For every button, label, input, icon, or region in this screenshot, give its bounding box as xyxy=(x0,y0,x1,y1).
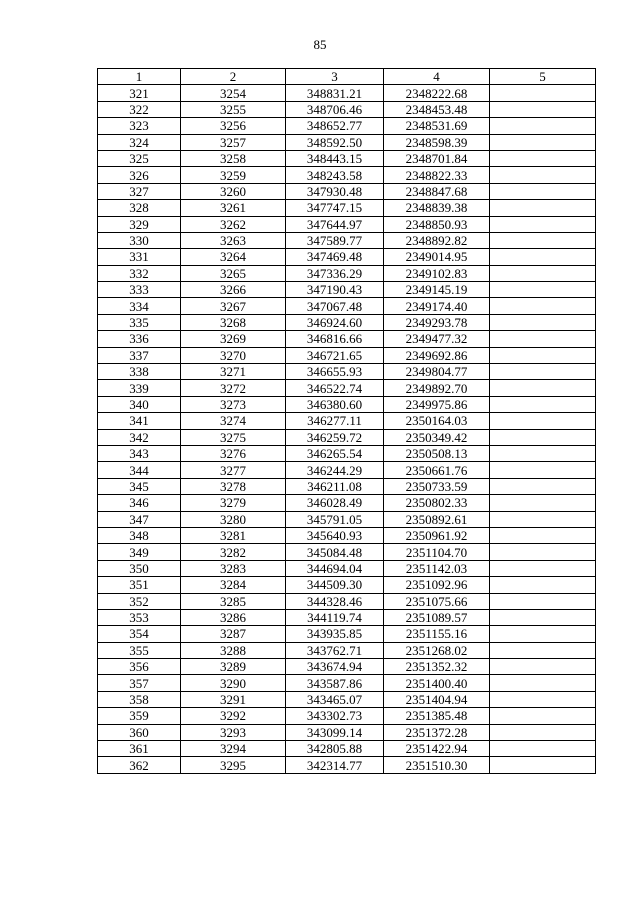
table-row xyxy=(98,150,596,166)
row-number-cell: 341 xyxy=(98,413,181,429)
table-row xyxy=(98,314,596,330)
y-coordinate-cell: 2350892.61 xyxy=(384,511,490,527)
row-number-cell: 335 xyxy=(98,314,181,330)
table-row xyxy=(98,708,596,724)
notes-cell xyxy=(490,626,596,642)
notes-cell xyxy=(490,577,596,593)
notes-cell xyxy=(490,445,596,461)
y-coordinate-cell: 2349692.86 xyxy=(384,347,490,363)
notes-cell xyxy=(490,282,596,298)
x-coordinate-cell: 343302.73 xyxy=(286,708,384,724)
y-coordinate-cell: 2349293.78 xyxy=(384,314,490,330)
row-number-cell: 359 xyxy=(98,708,181,724)
y-coordinate-cell: 2348892.82 xyxy=(384,232,490,248)
y-coordinate-cell: 2348598.39 xyxy=(384,134,490,150)
row-number-cell: 357 xyxy=(98,675,181,691)
point-number-cell: 3277 xyxy=(181,462,286,478)
x-coordinate-cell: 346522.74 xyxy=(286,380,384,396)
y-coordinate-cell: 2349174.40 xyxy=(384,298,490,314)
row-number-cell: 326 xyxy=(98,167,181,183)
row-number-cell: 337 xyxy=(98,347,181,363)
point-number-cell: 3288 xyxy=(181,642,286,658)
x-coordinate-cell: 348443.15 xyxy=(286,150,384,166)
row-number-cell: 352 xyxy=(98,593,181,609)
row-number-cell: 361 xyxy=(98,741,181,757)
y-coordinate-cell: 2350802.33 xyxy=(384,495,490,511)
notes-cell xyxy=(490,314,596,330)
y-coordinate-cell: 2351089.57 xyxy=(384,609,490,625)
notes-cell xyxy=(490,249,596,265)
row-number-cell: 342 xyxy=(98,429,181,445)
row-number-cell: 355 xyxy=(98,642,181,658)
y-coordinate-cell: 2351155.16 xyxy=(384,626,490,642)
notes-cell xyxy=(490,593,596,609)
x-coordinate-cell: 344694.04 xyxy=(286,560,384,576)
y-coordinate-cell: 2349892.70 xyxy=(384,380,490,396)
point-number-cell: 3262 xyxy=(181,216,286,232)
row-number-cell: 340 xyxy=(98,396,181,412)
table-row xyxy=(98,527,596,543)
y-coordinate-cell: 2348850.93 xyxy=(384,216,490,232)
y-coordinate-cell: 2348701.84 xyxy=(384,150,490,166)
x-coordinate-cell: 342314.77 xyxy=(286,757,384,773)
point-number-cell: 3282 xyxy=(181,544,286,560)
x-coordinate-cell: 342805.88 xyxy=(286,741,384,757)
table-row xyxy=(98,462,596,478)
point-number-cell: 3289 xyxy=(181,659,286,675)
y-coordinate-cell: 2348222.68 xyxy=(384,85,490,101)
table-row xyxy=(98,626,596,642)
x-coordinate-cell: 346028.49 xyxy=(286,495,384,511)
row-number-cell: 328 xyxy=(98,200,181,216)
point-number-cell: 3284 xyxy=(181,577,286,593)
coordinates-table xyxy=(97,68,596,774)
row-number-cell: 349 xyxy=(98,544,181,560)
y-coordinate-cell: 2351510.30 xyxy=(384,757,490,773)
x-coordinate-cell: 347336.29 xyxy=(286,265,384,281)
row-number-cell: 350 xyxy=(98,560,181,576)
notes-cell xyxy=(490,101,596,117)
point-number-cell: 3278 xyxy=(181,478,286,494)
y-coordinate-cell: 2348822.33 xyxy=(384,167,490,183)
row-number-cell: 347 xyxy=(98,511,181,527)
x-coordinate-cell: 343465.07 xyxy=(286,691,384,707)
table-row xyxy=(98,396,596,412)
point-number-cell: 3257 xyxy=(181,134,286,150)
notes-cell xyxy=(490,85,596,101)
notes-cell xyxy=(490,167,596,183)
table-row xyxy=(98,216,596,232)
table-row xyxy=(98,511,596,527)
point-number-cell: 3266 xyxy=(181,282,286,298)
row-number-cell: 358 xyxy=(98,691,181,707)
point-number-cell: 3283 xyxy=(181,560,286,576)
y-coordinate-cell: 2348839.38 xyxy=(384,200,490,216)
x-coordinate-cell: 346277.11 xyxy=(286,413,384,429)
x-coordinate-cell: 345640.93 xyxy=(286,527,384,543)
notes-cell xyxy=(490,495,596,511)
notes-cell xyxy=(490,298,596,314)
row-number-cell: 348 xyxy=(98,527,181,543)
row-number-cell: 324 xyxy=(98,134,181,150)
row-number-cell: 353 xyxy=(98,609,181,625)
notes-cell xyxy=(490,560,596,576)
y-coordinate-cell: 2348531.69 xyxy=(384,118,490,134)
table-row xyxy=(98,675,596,691)
x-coordinate-cell: 343762.71 xyxy=(286,642,384,658)
x-coordinate-cell: 346380.60 xyxy=(286,396,384,412)
table-row xyxy=(98,445,596,461)
table-row xyxy=(98,167,596,183)
notes-cell xyxy=(490,331,596,347)
notes-cell xyxy=(490,724,596,740)
table-row xyxy=(98,478,596,494)
x-coordinate-cell: 344119.74 xyxy=(286,609,384,625)
y-coordinate-cell: 2351385.48 xyxy=(384,708,490,724)
table-row xyxy=(98,265,596,281)
y-coordinate-cell: 2350661.76 xyxy=(384,462,490,478)
point-number-cell: 3265 xyxy=(181,265,286,281)
table-row xyxy=(98,200,596,216)
point-number-cell: 3281 xyxy=(181,527,286,543)
notes-cell xyxy=(490,347,596,363)
notes-cell xyxy=(490,642,596,658)
x-coordinate-cell: 348706.46 xyxy=(286,101,384,117)
table-row xyxy=(98,298,596,314)
x-coordinate-cell: 346259.72 xyxy=(286,429,384,445)
row-number-cell: 321 xyxy=(98,85,181,101)
table-row xyxy=(98,118,596,134)
point-number-cell: 3263 xyxy=(181,232,286,248)
x-coordinate-cell: 348592.50 xyxy=(286,134,384,150)
point-number-cell: 3295 xyxy=(181,757,286,773)
row-number-cell: 336 xyxy=(98,331,181,347)
y-coordinate-cell: 2349145.19 xyxy=(384,282,490,298)
y-coordinate-cell: 2349804.77 xyxy=(384,364,490,380)
notes-cell xyxy=(490,265,596,281)
notes-cell xyxy=(490,609,596,625)
table-row xyxy=(98,724,596,740)
point-number-cell: 3285 xyxy=(181,593,286,609)
point-number-cell: 3292 xyxy=(181,708,286,724)
point-number-cell: 3272 xyxy=(181,380,286,396)
x-coordinate-cell: 346924.60 xyxy=(286,314,384,330)
row-number-cell: 356 xyxy=(98,659,181,675)
row-number-cell: 334 xyxy=(98,298,181,314)
notes-cell xyxy=(490,511,596,527)
point-number-cell: 3254 xyxy=(181,85,286,101)
y-coordinate-cell: 2350164.03 xyxy=(384,413,490,429)
table-body xyxy=(98,85,596,773)
x-coordinate-cell: 347644.97 xyxy=(286,216,384,232)
notes-cell xyxy=(490,544,596,560)
x-coordinate-cell: 347469.48 xyxy=(286,249,384,265)
notes-cell xyxy=(490,200,596,216)
y-coordinate-cell: 2351372.28 xyxy=(384,724,490,740)
y-coordinate-cell: 2350508.13 xyxy=(384,445,490,461)
x-coordinate-cell: 347067.48 xyxy=(286,298,384,314)
column-header: 2 xyxy=(181,69,286,85)
notes-cell xyxy=(490,659,596,675)
point-number-cell: 3293 xyxy=(181,724,286,740)
table-row xyxy=(98,429,596,445)
row-number-cell: 331 xyxy=(98,249,181,265)
notes-cell xyxy=(490,462,596,478)
row-number-cell: 325 xyxy=(98,150,181,166)
row-number-cell: 362 xyxy=(98,757,181,773)
point-number-cell: 3270 xyxy=(181,347,286,363)
point-number-cell: 3255 xyxy=(181,101,286,117)
point-number-cell: 3268 xyxy=(181,314,286,330)
row-number-cell: 329 xyxy=(98,216,181,232)
point-number-cell: 3258 xyxy=(181,150,286,166)
point-number-cell: 3287 xyxy=(181,626,286,642)
table-row xyxy=(98,560,596,576)
table-row xyxy=(98,609,596,625)
row-number-cell: 354 xyxy=(98,626,181,642)
x-coordinate-cell: 343674.94 xyxy=(286,659,384,675)
point-number-cell: 3290 xyxy=(181,675,286,691)
table-row xyxy=(98,380,596,396)
x-coordinate-cell: 348831.21 xyxy=(286,85,384,101)
table-row xyxy=(98,577,596,593)
point-number-cell: 3275 xyxy=(181,429,286,445)
row-number-cell: 360 xyxy=(98,724,181,740)
x-coordinate-cell: 345791.05 xyxy=(286,511,384,527)
point-number-cell: 3291 xyxy=(181,691,286,707)
x-coordinate-cell: 347930.48 xyxy=(286,183,384,199)
x-coordinate-cell: 346721.65 xyxy=(286,347,384,363)
row-number-cell: 332 xyxy=(98,265,181,281)
x-coordinate-cell: 344328.46 xyxy=(286,593,384,609)
y-coordinate-cell: 2351075.66 xyxy=(384,593,490,609)
notes-cell xyxy=(490,134,596,150)
table-row xyxy=(98,183,596,199)
table-row xyxy=(98,101,596,117)
y-coordinate-cell: 2348847.68 xyxy=(384,183,490,199)
notes-cell xyxy=(490,741,596,757)
x-coordinate-cell: 348652.77 xyxy=(286,118,384,134)
table-row xyxy=(98,757,596,773)
x-coordinate-cell: 347747.15 xyxy=(286,200,384,216)
column-header: 1 xyxy=(98,69,181,85)
column-header: 3 xyxy=(286,69,384,85)
y-coordinate-cell: 2351400.40 xyxy=(384,675,490,691)
x-coordinate-cell: 346244.29 xyxy=(286,462,384,478)
y-coordinate-cell: 2349102.83 xyxy=(384,265,490,281)
table-row xyxy=(98,232,596,248)
notes-cell xyxy=(490,429,596,445)
y-coordinate-cell: 2351404.94 xyxy=(384,691,490,707)
notes-cell xyxy=(490,150,596,166)
table-header-row xyxy=(98,69,596,85)
point-number-cell: 3271 xyxy=(181,364,286,380)
row-number-cell: 344 xyxy=(98,462,181,478)
notes-cell xyxy=(490,118,596,134)
table-row xyxy=(98,85,596,101)
point-number-cell: 3264 xyxy=(181,249,286,265)
point-number-cell: 3259 xyxy=(181,167,286,183)
x-coordinate-cell: 348243.58 xyxy=(286,167,384,183)
table-row xyxy=(98,282,596,298)
x-coordinate-cell: 343099.14 xyxy=(286,724,384,740)
table-row xyxy=(98,593,596,609)
notes-cell xyxy=(490,380,596,396)
row-number-cell: 327 xyxy=(98,183,181,199)
column-header: 5 xyxy=(490,69,596,85)
point-number-cell: 3280 xyxy=(181,511,286,527)
y-coordinate-cell: 2351092.96 xyxy=(384,577,490,593)
point-number-cell: 3286 xyxy=(181,609,286,625)
table-row xyxy=(98,741,596,757)
row-number-cell: 343 xyxy=(98,445,181,461)
point-number-cell: 3279 xyxy=(181,495,286,511)
table-row xyxy=(98,642,596,658)
x-coordinate-cell: 344509.30 xyxy=(286,577,384,593)
notes-cell xyxy=(490,232,596,248)
notes-cell xyxy=(490,675,596,691)
x-coordinate-cell: 346265.54 xyxy=(286,445,384,461)
row-number-cell: 338 xyxy=(98,364,181,380)
row-number-cell: 322 xyxy=(98,101,181,117)
row-number-cell: 333 xyxy=(98,282,181,298)
page-number: 85 xyxy=(313,37,327,52)
notes-cell xyxy=(490,183,596,199)
point-number-cell: 3294 xyxy=(181,741,286,757)
x-coordinate-cell: 346211.08 xyxy=(286,478,384,494)
row-number-cell: 330 xyxy=(98,232,181,248)
x-coordinate-cell: 347589.77 xyxy=(286,232,384,248)
point-number-cell: 3276 xyxy=(181,445,286,461)
y-coordinate-cell: 2348453.48 xyxy=(384,101,490,117)
y-coordinate-cell: 2351104.70 xyxy=(384,544,490,560)
y-coordinate-cell: 2349477.32 xyxy=(384,331,490,347)
row-number-cell: 351 xyxy=(98,577,181,593)
notes-cell xyxy=(490,527,596,543)
table-row xyxy=(98,659,596,675)
table-row xyxy=(98,413,596,429)
y-coordinate-cell: 2349975.86 xyxy=(384,396,490,412)
y-coordinate-cell: 2351142.03 xyxy=(384,560,490,576)
table-row xyxy=(98,544,596,560)
point-number-cell: 3274 xyxy=(181,413,286,429)
point-number-cell: 3269 xyxy=(181,331,286,347)
y-coordinate-cell: 2350349.42 xyxy=(384,429,490,445)
y-coordinate-cell: 2350961.92 xyxy=(384,527,490,543)
row-number-cell: 345 xyxy=(98,478,181,494)
row-number-cell: 346 xyxy=(98,495,181,511)
y-coordinate-cell: 2351352.32 xyxy=(384,659,490,675)
row-number-cell: 323 xyxy=(98,118,181,134)
point-number-cell: 3260 xyxy=(181,183,286,199)
table-row xyxy=(98,249,596,265)
x-coordinate-cell: 347190.43 xyxy=(286,282,384,298)
table-row xyxy=(98,347,596,363)
notes-cell xyxy=(490,478,596,494)
x-coordinate-cell: 346816.66 xyxy=(286,331,384,347)
notes-cell xyxy=(490,757,596,773)
x-coordinate-cell: 343587.86 xyxy=(286,675,384,691)
notes-cell xyxy=(490,216,596,232)
y-coordinate-cell: 2350733.59 xyxy=(384,478,490,494)
x-coordinate-cell: 345084.48 xyxy=(286,544,384,560)
y-coordinate-cell: 2351422.94 xyxy=(384,741,490,757)
notes-cell xyxy=(490,364,596,380)
table-row xyxy=(98,364,596,380)
table-row xyxy=(98,691,596,707)
notes-cell xyxy=(490,413,596,429)
x-coordinate-cell: 343935.85 xyxy=(286,626,384,642)
point-number-cell: 3267 xyxy=(181,298,286,314)
table-row xyxy=(98,134,596,150)
table-row xyxy=(98,495,596,511)
point-number-cell: 3273 xyxy=(181,396,286,412)
x-coordinate-cell: 346655.93 xyxy=(286,364,384,380)
notes-cell xyxy=(490,691,596,707)
notes-cell xyxy=(490,396,596,412)
point-number-cell: 3261 xyxy=(181,200,286,216)
y-coordinate-cell: 2351268.02 xyxy=(384,642,490,658)
table-row xyxy=(98,331,596,347)
y-coordinate-cell: 2349014.95 xyxy=(384,249,490,265)
column-header: 4 xyxy=(384,69,490,85)
row-number-cell: 339 xyxy=(98,380,181,396)
point-number-cell: 3256 xyxy=(181,118,286,134)
notes-cell xyxy=(490,708,596,724)
